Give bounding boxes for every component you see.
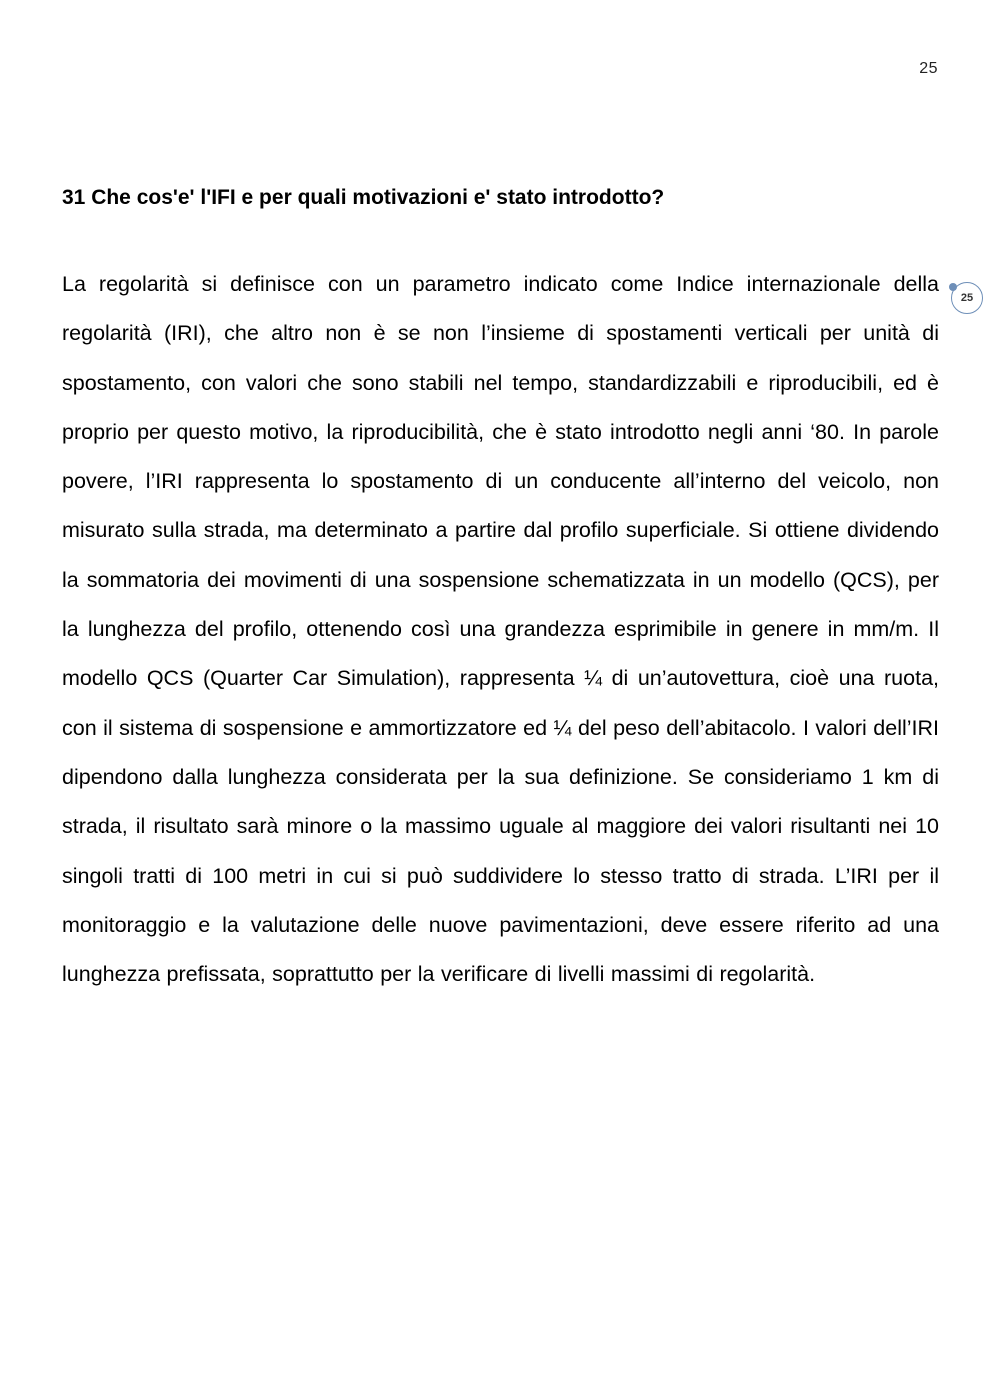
page-badge-label: 25 (960, 292, 974, 304)
badge-dot-icon (949, 283, 957, 291)
body-paragraph: La regolarità si definisce con un parametro indicato come Indice internazionale della regolarità (IRI), che altro non è se non l’insieme di spostamenti verticali per unità di spostamento, con valori che sono stabili nel tempo, standardizzabili e riproducibili, ed è proprio per questo motivo, la riproducibilità, che è stato introdotto negli anni ‘80. In parole povere, l’IRI rappresenta lo spostamento di un conducente all’interno del veicolo, non misurato sulla strada, ma determinato a partire dal profilo superficiale. Si ottiene dividendo la sommatoria dei movimenti di una sospensione schematizzata in un modello (QCS), per la lunghezza del profilo, ottenendo così una grandezza esprimibile in genere in mm/m. Il modello QCS (Quarter Car Simulation), rappresenta ¼ di un’autovettura, cioè una ruota, con il sistema di sospensione e ammortizzatore ed ¼ del peso dell’abitacolo. I valori dell’IRI dipendono dalla lunghezza considerata per la sua definizione. Se consideriamo 1 km di strada, il risultato sarà minore o la massimo uguale al maggiore dei valori risultanti nei 10 singoli tratti di 100 metri in cui si può suddividere lo stesso tratto di strada. L’IRI per il monitoraggio e la valutazione delle nuove pavimentazioni, deve essere riferito ad una lunghezza prefissata, soprattutto per la verificare di livelli massimi di regolarità. (62, 272, 939, 987)
page-badge[interactable] (951, 282, 983, 314)
page-number: 25 (919, 60, 938, 77)
question-title: 31 Che cos'e' l'IFI e per quali motivazioni e' stato introdotto? (62, 186, 665, 209)
